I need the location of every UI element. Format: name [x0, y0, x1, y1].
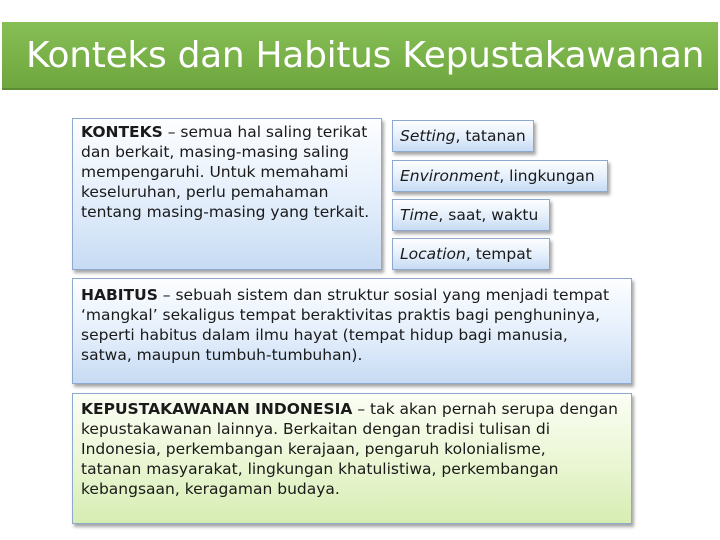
habitus-term: HABITUS: [81, 286, 158, 304]
konteks-term: KONTEKS: [81, 123, 163, 141]
habitus-box: [72, 278, 632, 384]
tag-location: [392, 238, 550, 270]
kepustakawanan-line-3: Indonesia, perkembangan kerajaan, pengaruh kolonialisme,: [81, 440, 546, 458]
tag-environment-text: , lingkungan: [499, 167, 595, 185]
tag-environment: [392, 160, 608, 192]
slide-title: Konteks dan Habitus Kepustakawanan: [26, 35, 705, 76]
kepustakawanan-line-5: kebangsaan, keragaman budaya.: [81, 480, 340, 498]
tag-time: [392, 199, 550, 231]
kepustakawanan-term: KEPUSTAKAWANAN INDONESIA: [81, 400, 353, 418]
kepustakawanan-text-1: – tak akan pernah serupa dengan: [352, 400, 618, 418]
tag-time-term: Time: [400, 206, 439, 224]
konteks-line-5: tentang masing-masing yang terkait.: [81, 203, 370, 221]
tag-setting-term: Setting: [400, 127, 456, 145]
tag-environment-term: Environment: [400, 167, 500, 185]
tag-time-text: , saat, waktu: [438, 206, 539, 224]
habitus-line-4: satwa, maupun tumbuh-tumbuhan).: [81, 346, 363, 364]
kepustakawanan-box: [72, 393, 632, 524]
konteks-line-4: keseluruhan, perlu pemahaman: [81, 183, 329, 201]
tag-location-text: , tempat: [465, 245, 532, 263]
konteks-box: [72, 118, 382, 270]
konteks-line-1: [81, 122, 373, 142]
habitus-line-2: ‘mangkal’ sekaligus tempat beraktivitas praktis bagi penghuninya,: [81, 306, 601, 324]
konteks-text-1: – semua hal saling terikat: [162, 123, 368, 141]
konteks-line-3: mempengaruhi. Untuk memahami: [81, 163, 349, 181]
kepustakawanan-line-1: [81, 399, 623, 419]
habitus-line-3: seperti habitus dalam ilmu hayat (tempat hidup bagi manusia,: [81, 326, 568, 344]
tag-setting: [392, 120, 534, 152]
konteks-line-2: dan berkait, masing-masing saling: [81, 143, 349, 161]
kepustakawanan-line-2: kepustakawanan lainnya. Berkaitan dengan tradisi tulisan di: [81, 420, 551, 438]
kepustakawanan-line-4: tatanan masyarakat, lingkungan khatulistiwa, perkembangan: [81, 460, 559, 478]
habitus-text-1: – sebuah sistem dan struktur sosial yang menjadi tempat: [157, 286, 610, 304]
habitus-line-1: [81, 285, 623, 305]
tag-setting-text: , tatanan: [455, 127, 526, 145]
title-bar: [2, 22, 718, 90]
tag-location-term: Location: [400, 245, 466, 263]
